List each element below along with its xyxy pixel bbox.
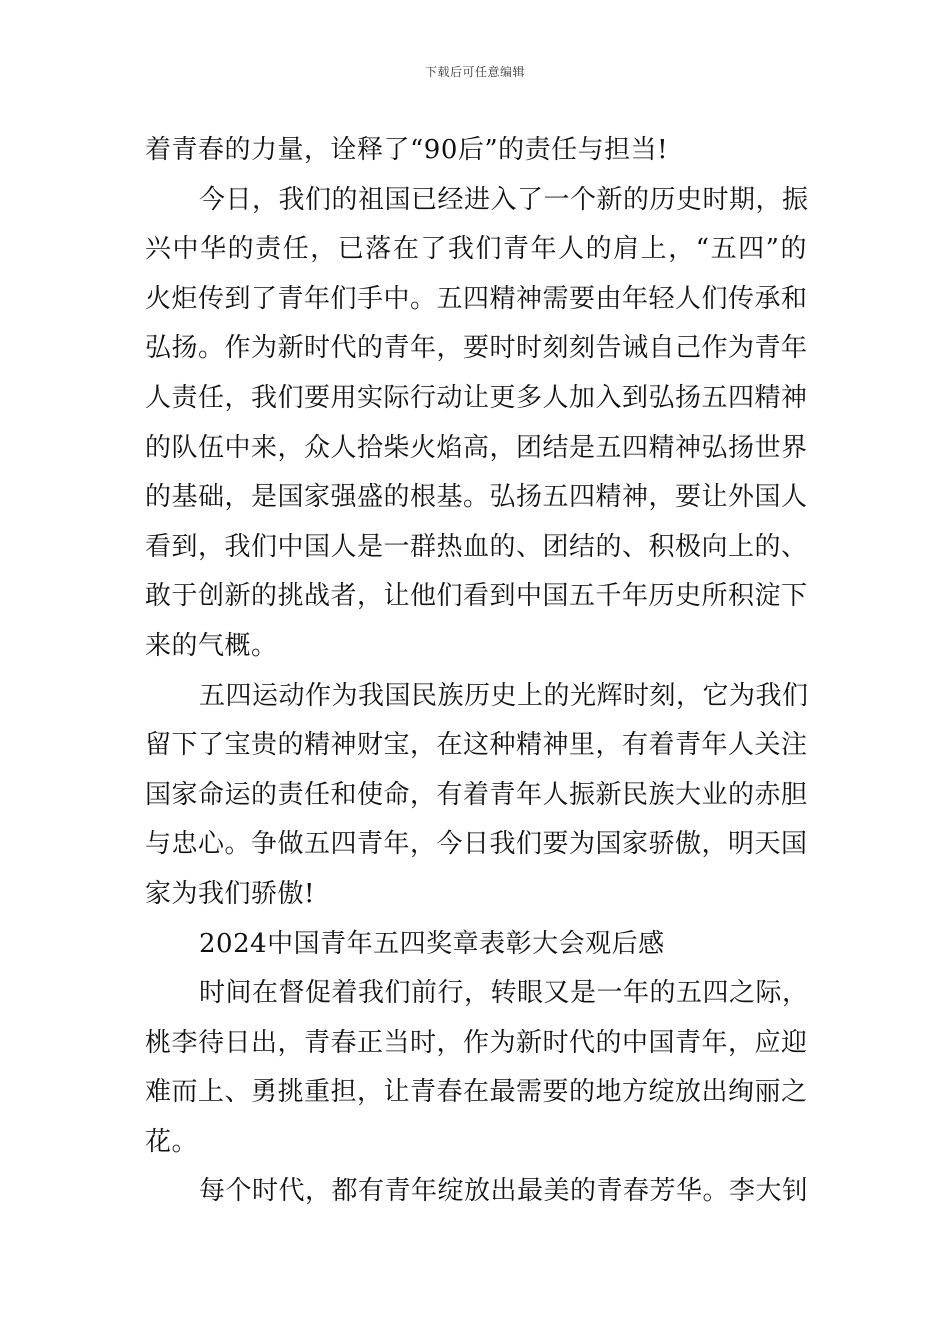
paragraph-first-line: 时间在督促着我们前行，转眼又是一年的五四之际，	[199, 978, 809, 1009]
text-line: 国家命运的责任和使命，有着青年人振新民族大业的赤胆	[145, 779, 808, 810]
text-line: 的队伍中来，众人拾柴火焰高，团结是五四精神弘扬世界	[145, 432, 808, 463]
text-line: 家为我们骄傲!	[145, 878, 315, 909]
text-line: 火炬传到了青年们手中。五四精神需要由年轻人们传承和	[145, 283, 808, 314]
text-line: 来的气概。	[145, 630, 278, 661]
page-header: 下载后可任意编辑	[424, 65, 525, 79]
paragraph-first-line: 五四运动作为我国民族历史上的光辉时刻，它为我们	[199, 680, 809, 711]
text-line: 兴中华的责任，已落在了我们青年人的肩上，“五四”的	[145, 234, 807, 265]
text-line: 花。	[145, 1126, 199, 1157]
text-line: 留下了宝贵的精神财宝，在这种精神里，有着青年人关注	[145, 730, 808, 761]
text-line: 难而上、勇挑重担，让青春在最需要的地方绽放出绚丽之	[145, 1077, 808, 1108]
document-body	[145, 126, 807, 1217]
paragraph-first-line: 今日，我们的祖国已经进入了一个新的历史时期，振	[199, 184, 809, 215]
text-line: 着青春的力量，诠释了“90后”的责任与担当!	[145, 135, 669, 165]
paragraph-first-line: 每个时代，都有青年绽放出最美的青春芳华。李大钊	[199, 1176, 809, 1207]
section-title: 2024中国青年五四奖章表彰大会观后感	[199, 928, 665, 959]
text-line: 敢于创新的挑战者，让他们看到中国五千年历史所积淀下	[145, 581, 808, 612]
text-line: 与忠心。争做五四青年，今日我们要为国家骄傲，明天国	[145, 829, 808, 860]
text-line: 看到，我们中国人是一群热血的、团结的、积极向上的、	[145, 531, 808, 562]
text-line: 人责任，我们要用实际行动让更多人加入到弘扬五四精神	[145, 382, 808, 413]
text-line: 桃李待日出，青春正当时，作为新时代的中国青年，应迎	[145, 1027, 808, 1058]
text-line: 的基础，是国家强盛的根基。弘扬五四精神，要让外国人	[145, 482, 808, 513]
text-line: 弘扬。作为新时代的青年，要时时刻刻告诫自己作为青年	[145, 333, 808, 364]
